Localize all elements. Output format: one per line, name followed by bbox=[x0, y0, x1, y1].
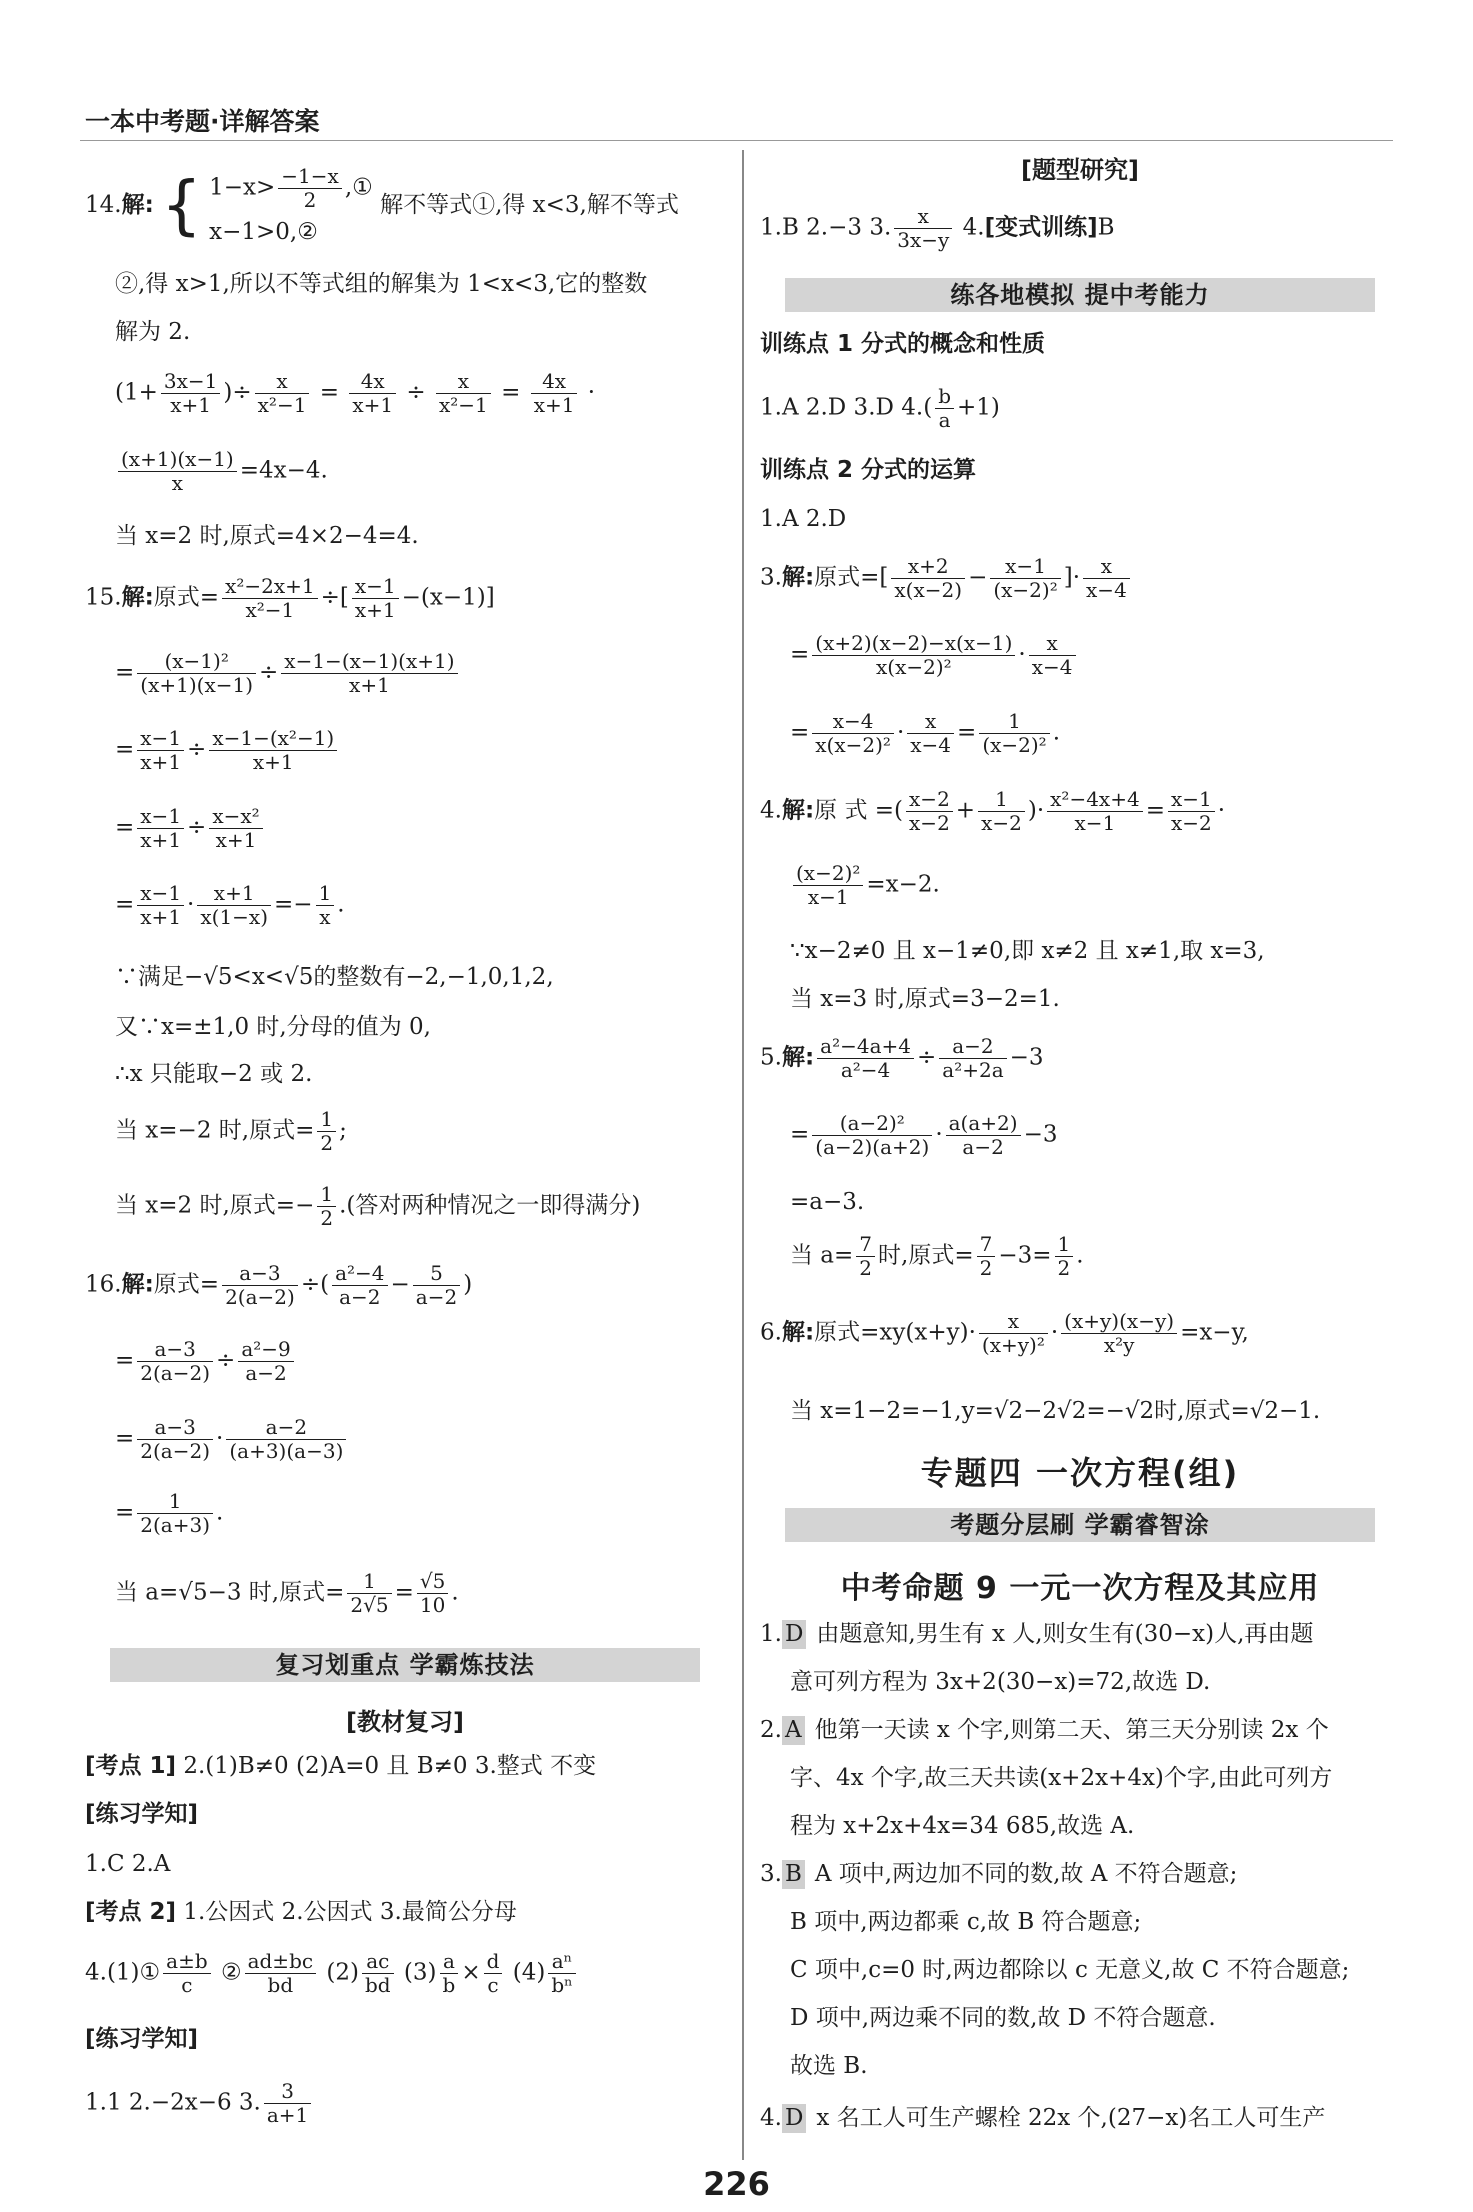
a3-line4: D 项中,两边乘不同的数,故 D 不符合题意. bbox=[790, 2005, 1216, 2031]
q15-step3: = $\frac{x-1}{x+1}$ ÷ $\frac{\text{x−x²}}{x+1}$ bbox=[115, 805, 266, 852]
fraction: $\frac{1}{x}$ bbox=[316, 882, 335, 929]
fraction: $\frac{\text{(x−1)²}}{(x+1)(x-1)}$ bbox=[137, 650, 256, 697]
fraction: $\frac{x}{\text{x²−1}}$ bbox=[436, 370, 491, 417]
fraction: $\frac{x}{\text{(x+y)²}}$ bbox=[979, 1310, 1048, 1357]
fraction: $\frac{x+1}{x(1-x)}$ bbox=[197, 882, 271, 929]
r5-line1: 5.解: $\frac{\text{a²−4a+4}}{\text{a²−4}}$ ÷ $\frac{a-2}{\text{a²+2a}}$ −3 bbox=[760, 1034, 1044, 1082]
q15-step4: = $\frac{x-1}{x+1}$ · $\frac{x+1}{x(1-x)}$ =− $\frac{1}{x}$ . bbox=[115, 881, 345, 929]
exam-topic-heading: 中考命题 9 一元一次方程及其应用 bbox=[840, 1571, 1320, 1606]
system-brace: { bbox=[161, 168, 202, 243]
header-rule bbox=[80, 140, 1393, 141]
fraction: $\frac{\text{aⁿ}}{\text{bⁿ}}$ bbox=[548, 1950, 575, 1997]
q14-text1: 解不等式①,得 x<3,解不等式 bbox=[380, 191, 679, 218]
q16-step1: = $\frac{a-3}{2(a-2)}$ ÷ $\frac{\text{a²−9}}{a-2}$ bbox=[115, 1338, 297, 1385]
a4-line1: 4. D x 名工人可生产螺栓 22x 个,(27−x)名工人可生产 bbox=[760, 2105, 1326, 2131]
q14-calc-line: (1+ $\frac{3x-1}{x+1}$ )÷ $\frac{x}{\text{x²−1}}$ = $\frac{4x}{x+1}$ ÷ $\frac{x}{\text{x²−1}}$ = $\frac{4x}{x+1}$ · bbox=[115, 369, 596, 417]
fraction: $\frac{x}{3x-y}$ bbox=[894, 205, 952, 252]
jie-label: 解: bbox=[121, 191, 154, 218]
subheading-question-types: [题型研究] bbox=[1021, 156, 1139, 184]
fraction: $\frac{a\pm b}{c}$ bbox=[163, 1950, 210, 1997]
r4-text2: 当 x=3 时,原式=3−2=1. bbox=[790, 986, 1060, 1012]
fraction: $\frac{x}{\text{x²−1}}$ bbox=[255, 370, 310, 417]
a3-line1: 3. B A 项中,两边加不同的数,故 A 不符合题意; bbox=[760, 1861, 1238, 1887]
r5-result: 当 a= $\frac{7}{2}$ 时,原式= $\frac{7}{2}$ −3= $\frac{1}{2}$ . bbox=[790, 1232, 1084, 1280]
fraction: $\frac{(x+y)(x-y)}{\text{x²y}}$ bbox=[1061, 1310, 1177, 1357]
q15-text5: 当 x=2 时,原式=− $\frac{1}{2}$ .(答对两种情况之一即得满分) bbox=[115, 1182, 641, 1230]
fraction: $\frac{1}{2√5}$ bbox=[347, 1570, 391, 1617]
r4-line1: 4.解:原 式 =( $\frac{x-2}{x-2}$ + $\frac{1}{x-2}$ )· $\frac{\text{x²−4x+4}}{x-1}$ = $\frac{x-1}{x-2}$ · bbox=[760, 787, 1226, 835]
fraction: $\frac{\text{a²−4}}{a-2}$ bbox=[332, 1262, 387, 1309]
fraction: $\frac{5}{a-2}$ bbox=[413, 1262, 460, 1309]
q14-result: 当 x=2 时,原式=4×2−4=4. bbox=[115, 523, 419, 549]
inequality-2: x−1>0,② bbox=[209, 219, 318, 245]
fraction: $\frac{x}{x-4}$ bbox=[1029, 632, 1076, 679]
fraction: $\frac{7}{2}$ bbox=[856, 1233, 875, 1280]
fraction: $\frac{1}{2}$ bbox=[1055, 1233, 1074, 1280]
fraction: $\frac{x-1}{x+1}$ bbox=[137, 727, 184, 774]
training-point-2-answers: 1.A 2.D bbox=[760, 506, 847, 532]
r3-step2: = $\frac{x-4}{\text{x(x−2)²}}$ · $\frac{x}{x-4}$ = $\frac{1}{\text{(x−2)²}}$ . bbox=[790, 709, 1061, 757]
a1-line1: 1. D 由题意知,男生有 x 人,则女生有(30−x)人,再由题 bbox=[760, 1621, 1314, 1647]
fraction: $\frac{x-1}{x+1}$ bbox=[352, 575, 399, 622]
fraction: $\frac{\text{x²−4x+4}}{x-1}$ bbox=[1047, 788, 1143, 835]
r3-line1: 3.解:原式=[ $\frac{x+2}{x(x-2)}$ − $\frac{x-1}{\text{(x−2)²}}$ ]· $\frac{x}{x-4}$ bbox=[760, 555, 1133, 602]
topic-title: 专题四 一次方程(组) bbox=[920, 1454, 1240, 1492]
fraction: $\frac{4x}{x+1}$ bbox=[349, 370, 396, 417]
q16-line1: 16.解:原式= $\frac{a-3}{2(a-2)}$ ÷( $\frac{\text{a²−4}}{a-2}$ − $\frac{5}{a-2}$ ) bbox=[85, 1261, 473, 1309]
fraction: $\frac{4x}{x+1}$ bbox=[531, 370, 578, 417]
fraction: $\frac{1}{x-2}$ bbox=[978, 788, 1025, 835]
r3-step1: = $\frac{(x+2)(x-2)-x(x-1)}{\text{x(x−2)²}}$ · $\frac{x}{x-4}$ bbox=[790, 632, 1079, 679]
fraction: $\frac{d}{c}$ bbox=[484, 1950, 503, 1997]
fraction: $\frac{x-4}{\text{x(x−2)²}}$ bbox=[812, 710, 894, 757]
q4-fraction-rules: 4.(1)① $\frac{a\pm b}{c}$ ② $\frac{ad\pm bc}{bd}$ (2) $\frac{ac}{bd}$ (3) $\frac{a}{b}$ × $\frac{d}{c}$ (4) $\frac{\text{aⁿ}}{\text{bⁿ}}$ bbox=[85, 1950, 579, 1997]
fraction: $\frac{x}{x-4}$ bbox=[1083, 555, 1130, 602]
q-number: 14. bbox=[85, 191, 122, 218]
fraction: $\frac{\text{a²−9}}{a-2}$ bbox=[238, 1338, 293, 1385]
fraction: $\frac{3x-1}{x+1}$ bbox=[161, 370, 221, 417]
q16-result: 当 a=√5−3 时,原式= $\frac{1}{2√5}$ = $\frac{√5}{10}$ . bbox=[115, 1569, 459, 1617]
a3-line5: 故选 B. bbox=[790, 2053, 868, 2079]
answer-box: D bbox=[782, 2104, 806, 2133]
fraction: $\frac{a-3}{2(a-2)}$ bbox=[137, 1338, 213, 1385]
kaodian2-line: [考点 2] 1.公因式 2.公因式 3.最简公分母 bbox=[85, 1899, 517, 1925]
fraction: $\frac{1}{2(a+3)}$ bbox=[137, 1490, 213, 1537]
practice-answers-2: 1.1 2.−2x−6 3. $\frac{3}{a+1}$ bbox=[85, 2080, 314, 2127]
a2-line1: 2. A 他第一天读 x 个字,则第二天、第三天分别读 2x 个 bbox=[760, 1717, 1329, 1743]
section-band-review: 复习划重点 学霸炼技法 bbox=[110, 1648, 700, 1682]
fraction: $\frac{ad\pm bc}{bd}$ bbox=[245, 1950, 317, 1997]
column-divider bbox=[742, 150, 744, 2160]
section-band-layered: 考题分层刷 学霸睿智涂 bbox=[785, 1508, 1375, 1542]
answer-box: D bbox=[782, 1620, 806, 1649]
practice-label-1: [练习学知] bbox=[85, 1801, 199, 1827]
practice-answers-1: 1.C 2.A bbox=[85, 1851, 171, 1877]
subheading-textbook-review: [教材复习] bbox=[346, 1708, 464, 1736]
r5-step1: = $\frac{\text{(a−2)²}}{(a-2)(a+2)}$ · $\frac{a(a+2)}{a-2}$ −3 bbox=[790, 1111, 1058, 1159]
q14-calc-line2: $\frac{(x+1)(x-1)}{x}$ =4x−4. bbox=[115, 448, 328, 495]
answer-box: A bbox=[782, 1716, 805, 1745]
q14-text2: ②,得 x>1,所以不等式组的解集为 1<x<3,它的整数 bbox=[115, 271, 648, 297]
fraction: $\frac{\text{a²−4a+4}}{\text{a²−4}}$ bbox=[817, 1035, 914, 1082]
fraction: $\frac{7}{2}$ bbox=[977, 1233, 996, 1280]
fraction: $\frac{\text{x−x²}}{x+1}$ bbox=[209, 805, 262, 852]
q16-step3: = $\frac{1}{2(a+3)}$ . bbox=[115, 1489, 224, 1537]
fraction: $\frac{a(a+2)}{a-2}$ bbox=[946, 1112, 1021, 1159]
a2-line2: 字、4x 个字,故三天共读(x+2x+4x)个字,由此可列方 bbox=[790, 1765, 1333, 1791]
q15-text1: ∵满足−√5<x<√5的整数有−2,−1,0,1,2, bbox=[115, 964, 554, 990]
fraction: $\frac{a-3}{2(a-2)}$ bbox=[137, 1416, 213, 1463]
fraction: $\frac{√5}{10}$ bbox=[417, 1570, 448, 1617]
fraction: $\frac{\text{(a−2)²}}{(a-2)(a+2)}$ bbox=[812, 1112, 932, 1159]
section-band-mock: 练各地模拟 提中考能力 bbox=[785, 278, 1375, 312]
fraction: $\frac{x-1-(x-1)(x+1)}{x+1}$ bbox=[281, 650, 457, 697]
fraction: $\frac{\text{(x−2)²}}{x-1}$ bbox=[793, 862, 863, 909]
training-point-1: 训练点 1 分式的概念和性质 bbox=[760, 331, 1046, 357]
q15-text2: 又∵x=±1,0 时,分母的值为 0, bbox=[115, 1014, 431, 1040]
fraction: $\frac{a}{b}$ bbox=[440, 1950, 459, 1997]
q16-step2: = $\frac{a-3}{2(a-2)}$ · $\frac{a-2}{(a+3)(a-3)}$ bbox=[115, 1416, 349, 1463]
fraction: $\frac{(x+1)(x-1)}{x}$ bbox=[118, 448, 237, 495]
fraction: $\frac{ac}{bd}$ bbox=[362, 1950, 394, 1997]
r6-result: 当 x=1−2=−1,y=√2−2√2=−√2时,原式=√2−1. bbox=[790, 1398, 1321, 1424]
answer-box: B bbox=[782, 1860, 805, 1889]
inequality-system bbox=[209, 165, 373, 247]
fraction: $\frac{\text{x²−2x+1}}{\text{x²−1}}$ bbox=[222, 575, 318, 622]
fraction: $\frac{\text{x−1−(x²−1)}}{x+1}$ bbox=[209, 727, 337, 774]
fraction: $\frac{a-2}{(a+3)(a-3)}$ bbox=[226, 1416, 346, 1463]
a2-line3: 程为 x+2x+4x=34 685,故选 A. bbox=[790, 1813, 1135, 1839]
fraction: $\frac{1}{\text{(x−2)²}}$ bbox=[979, 710, 1049, 757]
fraction: $\frac{3}{a+1}$ bbox=[264, 2080, 311, 2127]
a3-line3: C 项中,c=0 时,两边都除以 c 无意义,故 C 不符合题意; bbox=[790, 1957, 1350, 1983]
fraction: $\frac{x}{x-4}$ bbox=[907, 710, 954, 757]
fraction: $\frac{1}{2}$ bbox=[317, 1183, 336, 1230]
training-point-2: 训练点 2 分式的运算 bbox=[760, 457, 977, 483]
a1-line2: 意可列方程为 3x+2(30−x)=72,故选 D. bbox=[790, 1669, 1211, 1695]
fraction: $\frac{x-1}{x+1}$ bbox=[137, 882, 184, 929]
q15-text4: 当 x=−2 时,原式= $\frac{1}{2}$ ; bbox=[115, 1107, 347, 1155]
fraction: $\frac{(x+2)(x-2)-x(x-1)}{\text{x(x−2)²}}$ bbox=[812, 632, 1015, 679]
a3-line2: B 项中,两边都乘 c,故 B 符合题意; bbox=[790, 1909, 1142, 1935]
fraction: $\frac{a-3}{2(a-2)}$ bbox=[222, 1262, 298, 1309]
fraction: $\frac{x-1}{\text{(x−2)²}}$ bbox=[990, 555, 1060, 602]
r4-text1: ∵x−2≠0 且 x−1≠0,即 x≠2 且 x≠1,取 x=3, bbox=[790, 938, 1265, 964]
q14-text3: 解为 2. bbox=[115, 319, 191, 345]
kaodian1-line: [考点 1] 2.(1)B≠0 (2)A=0 且 B≠0 3.整式 不变 bbox=[85, 1753, 597, 1779]
r4-step1: $\frac{\text{(x−2)²}}{x-1}$ =x−2. bbox=[790, 862, 940, 909]
page-number: 226 bbox=[703, 2165, 770, 2203]
q15-step1: = $\frac{\text{(x−1)²}}{(x+1)(x-1)}$ ÷ $\frac{x-1-(x-1)(x+1)}{x+1}$ bbox=[115, 650, 461, 697]
q15-step2: = $\frac{x-1}{x+1}$ ÷ $\frac{\text{x−1−(x²−1)}}{x+1}$ bbox=[115, 727, 340, 774]
fraction: $\frac{x+2}{x(x-2)}$ bbox=[891, 555, 965, 602]
fraction: $\frac{x-1}{x+1}$ bbox=[137, 805, 184, 852]
fraction: $\frac{-1-x}{2}$ bbox=[278, 165, 342, 212]
q14-line1 bbox=[85, 165, 679, 247]
r5-step2: =a−3. bbox=[790, 1189, 865, 1215]
fraction: $\frac{1}{2}$ bbox=[317, 1108, 336, 1155]
fraction: $\frac{b}{a}$ bbox=[935, 385, 954, 432]
training-point-1-answers: 1.A 2.D 3.D 4.( $\frac{b}{a}$ +1) bbox=[760, 384, 1000, 432]
r6-line1: 6.解:原式=xy(x+y)· $\frac{x}{\text{(x+y)²}}$ · $\frac{(x+y)(x-y)}{\text{x²y}}$ =x−y, bbox=[760, 1309, 1249, 1357]
practice-label-2: [练习学知] bbox=[85, 2026, 199, 2052]
inequality-1: 1−x> $\frac{-1-x}{2}$ ,① bbox=[209, 164, 373, 212]
question-type-answers: 1.B 2.−3 3. $\frac{x}{3x-y}$ 4.[变式训练]B bbox=[760, 204, 1115, 252]
fraction: $\frac{x-1}{x-2}$ bbox=[1168, 788, 1215, 835]
fraction: $\frac{x-2}{x-2}$ bbox=[906, 788, 953, 835]
q15-text3: ∴x 只能取−2 或 2. bbox=[115, 1061, 313, 1087]
q15-line1: 15.解:原式= $\frac{\text{x²−2x+1}}{\text{x²−1}}$ ÷[ $\frac{x-1}{x+1}$ −(x−1)] bbox=[85, 574, 495, 622]
page-header: 一本中考题·详解答案 bbox=[85, 107, 320, 136]
fraction: $\frac{a-2}{\text{a²+2a}}$ bbox=[939, 1035, 1006, 1082]
